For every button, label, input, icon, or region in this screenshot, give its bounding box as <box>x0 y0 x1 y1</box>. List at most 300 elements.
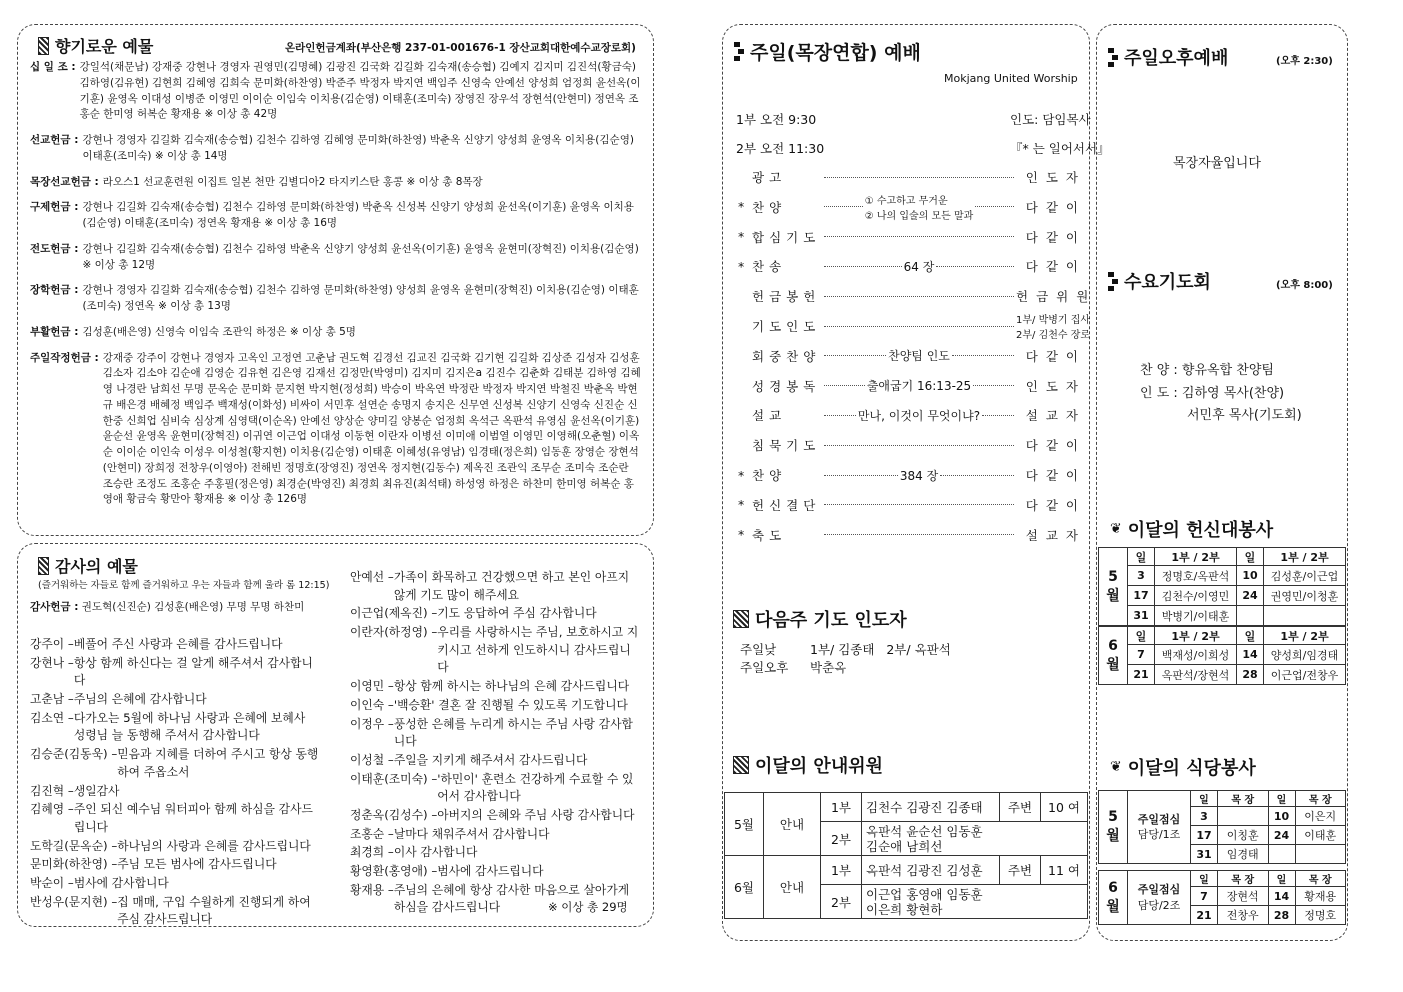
thanks-item <box>350 605 642 623</box>
thanks-name: 이태훈(조미숙) – <box>350 771 438 786</box>
thanks-item <box>30 856 320 874</box>
kitchen-header-cell: 목 장 <box>1218 791 1269 807</box>
order-person-line: 다같이 <box>1025 229 1086 245</box>
order-label: 광고 <box>752 170 787 185</box>
worship-order-row <box>738 195 1086 222</box>
offering-item <box>30 351 642 509</box>
dedication-cell: 김천수/이영민 <box>1155 586 1237 606</box>
thanks-text: 날마다 채워주셔서 감사합니다 <box>393 826 550 841</box>
kitchen-header-row <box>1099 791 1346 807</box>
kitchen-month: 6 월 <box>1099 871 1128 925</box>
square-bullet-icon <box>38 37 49 55</box>
thanks-item <box>30 636 320 654</box>
standing-mark: * <box>738 527 745 543</box>
usher-part: 1부 <box>821 793 862 822</box>
online-account: 온라인헌금계좌(부산은행 237-01-001676-1 장산교회대한예수교장로회) <box>285 42 636 54</box>
afternoon-time: (오후 2:30) <box>1276 56 1333 67</box>
thanks-text: 항상 함께 하시는 하나님의 은혜 감사드립니다 <box>393 679 630 694</box>
thanks-name: 이성철 – <box>350 752 394 767</box>
order-label: 축도 <box>752 527 787 543</box>
worship-order-row <box>738 374 1086 398</box>
dedication-cell: 3 <box>1128 566 1155 586</box>
offerings-list <box>30 60 642 518</box>
dedication-cell: 양성희/임경태 <box>1264 645 1346 665</box>
flower-icon: ❦ <box>1110 759 1122 775</box>
order-label: 찬양 <box>752 199 787 215</box>
order-person-line: 다같이 <box>1025 259 1086 275</box>
kitchen-cell <box>1295 845 1346 864</box>
thanks-text: 하나님의 사랑과 은혜를 감사드립니다 <box>117 838 311 853</box>
thanks-item <box>30 655 320 690</box>
usher-part: 2부 <box>821 822 862 856</box>
kitchen-cell: 21 <box>1191 906 1218 925</box>
worship-title-row <box>734 38 921 65</box>
usher-names-line: 이은희 황현하 <box>866 901 943 917</box>
kitchen-label: 주일점심 <box>1137 812 1181 826</box>
order-person-line: 다같이 <box>1025 468 1086 483</box>
thanks-item <box>30 710 320 745</box>
usher-month: 6월 <box>725 856 764 919</box>
kitchen-title-row <box>1110 754 1256 780</box>
worship-order-row <box>738 523 1086 547</box>
offering-item <box>30 200 642 232</box>
dedication-table <box>1098 547 1346 685</box>
order-person <box>1016 257 1086 275</box>
dotted-leader <box>973 385 1014 386</box>
dedication-cell: 이근업/전창우 <box>1264 665 1346 685</box>
ushers-table <box>724 792 1088 919</box>
dedication-cell: 21 <box>1128 665 1155 685</box>
usher-names-line: 김순애 남희선 <box>866 838 943 854</box>
thanks-item <box>350 697 642 715</box>
thanks-right-column <box>350 568 642 918</box>
thanks-name: 이인숙 – <box>350 697 394 712</box>
usher-area-label: 주변 <box>1000 793 1041 822</box>
order-person-line: 2부/ 김천수 장로 <box>1016 330 1091 341</box>
thanks-name: 반성우(문지현) – <box>30 894 118 909</box>
offering-names: 강현나 경영자 김길화 김숙재(송승협) 김천수 김하영 문미화(하찬영) 양성희 윤영옥 윤현미(장혁진) 이치용(김순영) 이태훈(조미숙) 정연옥 ※ 이상 총 13명 <box>82 284 639 312</box>
order-content <box>865 192 974 222</box>
wednesday-praise: 찬 양 : 향유옥합 찬양팀 <box>1140 363 1274 378</box>
order-content <box>900 467 938 484</box>
kitchen-cell: 17 <box>1191 826 1218 845</box>
service1-time: 1부 오전 9:30 <box>736 112 817 127</box>
thanks-name: 정춘옥(김성수) – <box>350 807 438 822</box>
order-label: 찬송 <box>752 259 787 275</box>
dotted-leader <box>824 415 856 416</box>
offering-label: 선교헌금 : <box>30 134 79 146</box>
thanks-item <box>30 894 320 929</box>
thanks-text: 베풀어 주신 사랑과 은혜를 감사드립니다 <box>73 637 283 651</box>
dedication-cell: 31 <box>1128 606 1155 626</box>
worship-order-row <box>738 284 1097 308</box>
dotted-leader <box>824 385 865 386</box>
dedication-header-cell: 일 <box>1128 548 1155 566</box>
service2-time: 2부 오전 11:30 <box>736 141 825 156</box>
dedication-cell: 10 <box>1237 566 1264 586</box>
thanks-name: 이정우 – <box>350 716 394 731</box>
dedication-row <box>1099 566 1346 586</box>
dedication-cell: 정명호/옥판석 <box>1155 566 1237 586</box>
thanks-offering <box>30 599 304 614</box>
dedication-header-cell: 1부 / 2부 <box>1155 627 1237 645</box>
dedication-cell: 박병기/이태훈 <box>1155 606 1237 626</box>
kitchen-team-name: 담당/2조 <box>1137 898 1181 912</box>
kitchen-cell: 이칭훈 <box>1218 826 1269 845</box>
usher-count: 11 여 <box>1041 856 1088 885</box>
kitchen-label: 주일점심 <box>1137 883 1181 897</box>
thanks-item <box>30 746 320 781</box>
dotted-leader <box>940 475 1014 476</box>
worship-order-row <box>738 344 1086 368</box>
thanks-item <box>30 783 320 801</box>
standing-mark: * <box>738 229 745 245</box>
ushers-title-row <box>733 752 883 778</box>
thanks-name: 김혜영 – <box>30 802 74 817</box>
dedication-header-row <box>1099 548 1346 566</box>
kitchen-header-row <box>1099 871 1346 887</box>
offering-names: 강현나 김길화 김숙재(송승협) 김천수 김하영 박춘옥 신양기 양성희 윤선옥(이기훈) 윤영옥 윤현미(장혁진) 이치용(김순영) ※ 이상 총 12명 <box>82 242 639 271</box>
kitchen-header-cell: 일 <box>1268 871 1295 887</box>
thanks-name: 도학길(문옥순) – <box>30 838 118 853</box>
thanks-name: 이란자(하정영) – <box>350 625 438 640</box>
offering-names: 강현나 경영자 김길화 김숙재(송승협) 김천수 김하영 김혜영 문미화(하찬영) 박춘옥 신양기 양성희 윤영옥 이치용(김순영) 이태훈(조미숙) ※ 이상 총 14명 <box>82 134 634 162</box>
dedication-row <box>1099 645 1346 665</box>
order-person <box>1016 526 1086 544</box>
offering-names: 강현나 김길화 김숙재(송승협) 김천수 김하영 문미화(하찬영) 박춘옥 신성복 신양기 양성희 윤선옥(이기훈) 윤영옥 이치용(김순영) 이태훈(조미숙) 정연옥 황재용 ※ 이상 총 16명 <box>82 201 634 229</box>
kitchen-header-cell: 목 장 <box>1295 791 1346 807</box>
thanks-item <box>30 801 320 836</box>
dedication-cell: 14 <box>1237 645 1264 665</box>
bullet-icon <box>734 42 744 61</box>
kitchen-cell: 장현석 <box>1218 887 1269 906</box>
usher-names <box>862 822 1088 856</box>
afternoon-title-row <box>1108 44 1228 70</box>
thanks-item <box>350 678 642 696</box>
usher-role: 안내 <box>764 856 821 919</box>
kitchen-cell: 3 <box>1191 807 1218 826</box>
thanks-name: 박순이 – <box>30 875 74 890</box>
dotted-leader <box>824 534 1014 535</box>
dedication-title-row <box>1110 516 1273 542</box>
thanks-name: 조홍순 – <box>350 826 394 841</box>
kitchen-cell: 전창우 <box>1218 906 1269 925</box>
order-person <box>1016 436 1086 454</box>
kitchen-team <box>1128 871 1191 925</box>
usher-month: 5월 <box>725 793 764 856</box>
dedication-cell <box>1264 606 1346 626</box>
thanks-item <box>350 844 642 862</box>
dedication-cell: 옥판석/장현석 <box>1155 665 1237 685</box>
dotted-leader <box>824 236 1014 237</box>
thanks-item <box>350 569 642 604</box>
kitchen-cell: 7 <box>1191 887 1218 906</box>
thanks-item <box>350 752 642 770</box>
offering-names: 강재중 강주이 강현나 경영자 고옥인 고정연 고춘남 권도혁 김경선 김교진 김국화 김기현 김길화 김상준 김성자 김성훈 김소자 김소야 김순애 김영순 김유현 김은영 김재선 김정만(박영미) 김지미 김지은a 김진수 김춘화 김태분 김하영 김혜영 나경란 남희선 무명 문옥순 문미화 문지현 박지현(정성희) 박승이 박옥연 박정란 박정자 박지연 박철진 박춘옥 박현규 배은경 배혜정 백임주 백재성(이화성) 비싸이 서민후 설연순 송명지 송지은 신무연 신성복 신양기 신영숙 신진순 신한중 신희업 심비숙 심상계 심영택(이순옥) 안예선 양상순 양미길 양봉순 엄정희 옥석근 옥판석 유영심 윤선옥(이기훈) 윤순선 윤영옥 윤현미(장혁진) 이귀연 이근업 이대성 이동현 이란자 이병선 이미애 이범열 이영민 이영해(오춘혈) 이옥순 이이순 이인숙 이성우 이성철(황지현) 이치용(김순영) 이태훈 이혜성(유영남) 임경태(정은희) 임동훈 장영순 장현석(안현미) 장희정 전창우(이영아) 전해빈 정명호(장영진) 정연옥 정지현(김동수) 제옥진 조관익 조무순 조미숙 조순란 조승란 조정도 조홍순 주홍필(정은영) 최경순(박영진) 최경희 최유진(최석태) 하성영 하정은 하찬미 한미영 허복순 홍영애 황금숙 황만아 황재용 ※ 이상 총 126명 <box>102 351 641 506</box>
dedication-header-cell: 일 <box>1237 627 1264 645</box>
usher-area-label: 주변 <box>1000 856 1041 885</box>
kitchen-cell <box>1268 845 1295 864</box>
order-person <box>1016 406 1086 424</box>
thanks-text: 믿음과 지혜를 더하여 주시고 항상 동행하여 주옵소서 <box>117 747 319 779</box>
kitchen-title: 이달의 식당봉사 <box>1127 758 1256 779</box>
order-label: 성경봉독 <box>752 378 821 394</box>
usher-names-line: 옥판석 김광진 김성훈 <box>866 862 983 878</box>
usher-row <box>725 856 1088 885</box>
order-person <box>1016 228 1086 246</box>
order-person <box>1016 198 1086 216</box>
thanks-text: 범사에 감사합니다 <box>73 875 169 890</box>
thanks-item <box>30 875 320 893</box>
offering-label: 주일작정헌금 : <box>30 351 99 364</box>
usher-names-line: 이근업 홍영애 임동훈 <box>866 886 983 902</box>
thanks-name: 고춘남 – <box>30 692 74 707</box>
thanks-item <box>350 826 642 844</box>
kitchen-header-cell: 일 <box>1268 791 1295 807</box>
kitchen-team-name: 담당/1조 <box>1137 828 1181 841</box>
dedication-cell: 17 <box>1128 586 1155 606</box>
usher-names-line: 옥판석 윤순선 임동훈 <box>866 823 983 839</box>
order-label: 헌신결단 <box>752 497 821 513</box>
order-content-line: ② 나의 입술의 모든 말과 <box>864 210 974 222</box>
order-person-line: 다같이 <box>1025 438 1086 454</box>
dotted-leader <box>936 266 1014 267</box>
dotted-leader <box>982 415 1014 416</box>
order-person-line: 다같이 <box>1025 497 1086 513</box>
thanks-item <box>30 838 320 856</box>
usher-part: 1부 <box>821 856 862 885</box>
afternoon-text: 목장자율입니다 <box>1173 156 1261 171</box>
order-person <box>1016 347 1086 365</box>
thanks-name: 강현나 – <box>30 655 74 670</box>
thanks-text: 이사 감사합니다 <box>393 845 478 860</box>
worship-order-row <box>738 463 1086 487</box>
dotted-leader <box>824 445 1014 446</box>
order-label: 합심기도 <box>752 229 821 245</box>
thanks-text: 기도 응답하여 주심 감사합니다 <box>437 606 597 621</box>
usher-part: 2부 <box>821 885 862 919</box>
dotted-leader <box>975 206 1014 207</box>
thanks-text: 주인 되신 예수님 워터피아 함께 하심을 감사드립니다 <box>73 802 313 834</box>
usher-names-line: 김천수 김광진 김종태 <box>866 799 983 815</box>
dotted-leader <box>824 296 1014 297</box>
order-label: 헌금봉헌 <box>752 289 821 305</box>
dedication-cell: 24 <box>1237 586 1264 606</box>
worship-subtitle: Mokjang United Worship <box>944 72 1078 85</box>
order-person-line: 인도자 <box>1025 378 1086 394</box>
thanks-name: 이근업(제옥진) – <box>350 606 438 621</box>
thanks-text: '하민이' 훈련소 건강하게 수료할 수 있어서 감사합니다 <box>437 771 634 804</box>
dedication-header-cell: 일 <box>1128 627 1155 645</box>
thanks-text: 생일감사 <box>73 783 120 798</box>
thanks-item <box>30 691 320 709</box>
worship-order-row <box>738 433 1086 457</box>
worship-order-row <box>738 225 1086 249</box>
thanks-name: 황재용 – <box>350 882 394 897</box>
offering-label: 전도헌금 : <box>30 242 79 255</box>
thanks-text: 풍성한 은혜를 누리게 하시는 주님 사랑 감사합니다 <box>393 716 633 749</box>
thanks-text: 가족이 화목하고 건강했으면 하고 본인 아프지 않게 기도 많이 해주세요 <box>393 570 630 602</box>
worship-order-row <box>738 493 1086 517</box>
next-prayer-label: 주일낮 <box>740 642 777 657</box>
dedication-cell: 7 <box>1128 645 1155 665</box>
wednesday-title: 수요기도회 <box>1124 272 1211 293</box>
offering-item <box>30 242 642 274</box>
dedication-header-cell: 1부 / 2부 <box>1155 548 1237 566</box>
order-label: 설교 <box>752 408 787 424</box>
offering-label: 목장선교헌금 : <box>30 175 99 188</box>
kitchen-gap <box>1099 864 1346 871</box>
dotted-leader <box>824 475 898 476</box>
worship-leader: 인도: 담임목사 <box>1010 112 1091 127</box>
thanks-name: 강주이 – <box>30 637 74 651</box>
order-content-line: 만나, 이것이 무엇이냐? <box>857 408 981 423</box>
order-person <box>1016 311 1091 341</box>
usher-role: 안내 <box>764 793 821 856</box>
dedication-row <box>1099 606 1346 626</box>
thanks-verse: (즐거워하는 자들로 함께 즐거워하고 우는 자들과 함께 울라 롬 12:15) <box>38 580 330 591</box>
kitchen-cell: 이은지 <box>1295 807 1346 826</box>
dedication-row <box>1099 586 1346 606</box>
dotted-leader <box>824 266 902 267</box>
kitchen-cell: 28 <box>1268 906 1295 925</box>
usher-names <box>862 793 1000 822</box>
offering-names: 라오스1 선교훈련원 이집트 일본 천만 김별디아2 타지키스탄 홍콩 ※ 이상 총 8목장 <box>102 175 483 188</box>
thanks-item <box>350 624 642 677</box>
square-bullet-icon <box>733 610 749 628</box>
thanks-title: 감사의 예물 <box>55 557 138 576</box>
order-content <box>888 347 950 364</box>
thanks-item <box>350 807 642 825</box>
dedication-cell: 백재성/이희성 <box>1155 645 1237 665</box>
thanks-total: ※ 이상 총 29명 <box>548 900 628 914</box>
kitchen-header-cell: 일 <box>1191 791 1218 807</box>
order-content <box>858 407 980 424</box>
order-label: 찬양 <box>752 468 787 483</box>
wednesday-time: (오후 8:00) <box>1276 280 1333 291</box>
standing-note: 『* 는 일어서서』 <box>1010 141 1110 156</box>
offering-label: 십 일 조 : <box>30 61 76 73</box>
dedication-cell: 권영민/이청훈 <box>1264 586 1346 606</box>
order-content <box>904 258 935 275</box>
thanks-name: 이영민 – <box>350 679 394 694</box>
bullet-icon <box>1108 48 1118 67</box>
worship-order-row <box>738 314 1091 341</box>
dedication-cell <box>1237 606 1264 626</box>
order-content-line: 찬양팀 인도 <box>888 349 950 364</box>
thanks-text: 아버지의 은혜와 주님 사랑 감사합니다 <box>437 807 635 822</box>
next-prayer-value: 1부/ 김종태 2부/ 옥판석 <box>810 642 951 657</box>
offering-names: 강일석(채문남) 강재중 강현나 경영자 권영민(김명혜) 김광진 김국화 김길화 김숙재(송승협) 김예지 김지미 김진석(황금숙) 김하영(김유현) 김현희 김혜영 김희숙 문미화(하찬영) 박준주 박정자 박지연 백임주 신영숙 안예선 양성희 엄정희 윤선옥(이기훈) 윤영옥 이대성 이병준 이영민 이이순 이임숙 이치용(김순영) 이태훈(조미숙) 장영진 장우석 장현석(안현미) 정연옥 조홍순 한미영 허복순 황재용 ※ 이상 총 42명 <box>79 61 641 121</box>
usher-names <box>862 856 1000 885</box>
thanks-name: 최경희 – <box>350 845 394 860</box>
order-label: 회중찬양 <box>752 348 821 364</box>
standing-mark: * <box>738 258 745 274</box>
order-person-line: 다같이 <box>1025 199 1086 215</box>
thanks-item <box>350 771 642 806</box>
offerings-title: 향기로운 예물 <box>55 37 154 56</box>
order-person-line: 인도자 <box>1025 170 1086 185</box>
thanks-text: 주님의 은혜에 감사합니다 <box>73 692 207 707</box>
dedication-cell: 28 <box>1237 665 1264 685</box>
kitchen-cell: 황재용 <box>1295 887 1346 906</box>
offering-item <box>30 325 642 341</box>
thanks-item <box>350 716 642 751</box>
dedication-header-cell: 1부 / 2부 <box>1264 627 1346 645</box>
dedication-title: 이달의 헌신대봉사 <box>1127 520 1274 541</box>
thanks-offering-names: 권도혁(신진순) 김성훈(배은영) 무명 무명 하찬미 <box>81 601 305 613</box>
thanks-left-column <box>30 635 320 930</box>
dotted-leader <box>824 504 1014 505</box>
square-bullet-icon <box>733 756 749 774</box>
kitchen-gap-row <box>1099 864 1346 871</box>
kitchen-cell: 이태훈 <box>1295 826 1346 845</box>
dedication-header-cell: 일 <box>1237 548 1264 566</box>
order-person-line: 다같이 <box>1025 348 1086 364</box>
order-content-line: 출애굽기 16:13-25 <box>866 379 972 394</box>
kitchen-cell: 31 <box>1191 845 1218 864</box>
offering-label: 구제헌금 : <box>30 201 79 214</box>
square-bullet-icon <box>38 557 49 575</box>
next-prayer-row-1 <box>740 640 951 658</box>
order-content-line: 64 장 <box>903 259 935 274</box>
order-person-line: 설교자 <box>1025 527 1086 543</box>
kitchen-cell <box>1218 807 1269 826</box>
worship-order-row <box>738 165 1086 189</box>
kitchen-month: 5 월 <box>1099 791 1128 864</box>
thanks-text: 주님의 은혜에 항상 감사한 마음으로 살아가게 하심을 감사드립니다 <box>393 882 630 915</box>
dotted-leader <box>824 355 886 356</box>
order-person-line: 1부/ 박병기 집사 <box>1016 315 1091 326</box>
offering-item <box>30 60 642 123</box>
order-person-line: 설교자 <box>1025 408 1086 424</box>
order-person <box>1016 377 1086 395</box>
dotted-leader <box>824 326 1014 327</box>
thanks-name: 김승준(김동욱) – <box>30 747 118 762</box>
usher-row <box>725 793 1088 822</box>
ushers-title: 이달의 안내위원 <box>755 756 883 777</box>
standing-mark: * <box>738 497 745 513</box>
offering-label: 부활헌금 : <box>30 325 79 338</box>
thanks-name: 김진혁 – <box>30 783 74 798</box>
dotted-leader <box>824 177 1014 178</box>
next-prayer-label: 주일오후 <box>740 660 789 675</box>
worship-order-row <box>738 403 1086 427</box>
dotted-leader <box>824 206 863 207</box>
next-prayer-row-2 <box>740 658 846 676</box>
dotted-leader <box>952 355 1014 356</box>
standing-mark: * <box>738 467 745 483</box>
bullet-icon <box>1108 272 1118 291</box>
flower-icon: ❦ <box>1110 521 1122 537</box>
order-content <box>867 377 971 394</box>
offering-item <box>30 283 642 315</box>
dedication-month: 6 월 <box>1099 627 1128 685</box>
thanks-text: 우리를 사랑하시는 주님, 보호하시고 지키시고 선하게 인도하시니 감사드립니다 <box>437 625 639 675</box>
wednesday-lead1: 인 도 : 김하영 목사(찬양) <box>1140 386 1285 401</box>
dedication-row <box>1099 665 1346 685</box>
thanks-text: '백승환' 결혼 잘 진행될 수 있도록 기도합니다 <box>393 697 628 712</box>
order-content-line: 384 장 <box>899 468 939 483</box>
kitchen-team <box>1128 791 1191 864</box>
kitchen-header-cell: 목 장 <box>1295 871 1346 887</box>
offerings-title-row <box>38 34 153 57</box>
worship-title: 주일(목장연합) 예배 <box>750 42 921 64</box>
thanks-name: 김소연 – <box>30 710 74 725</box>
usher-names <box>862 885 1088 919</box>
worship-order-row <box>738 254 1086 278</box>
order-label: 침묵기도 <box>752 438 821 454</box>
